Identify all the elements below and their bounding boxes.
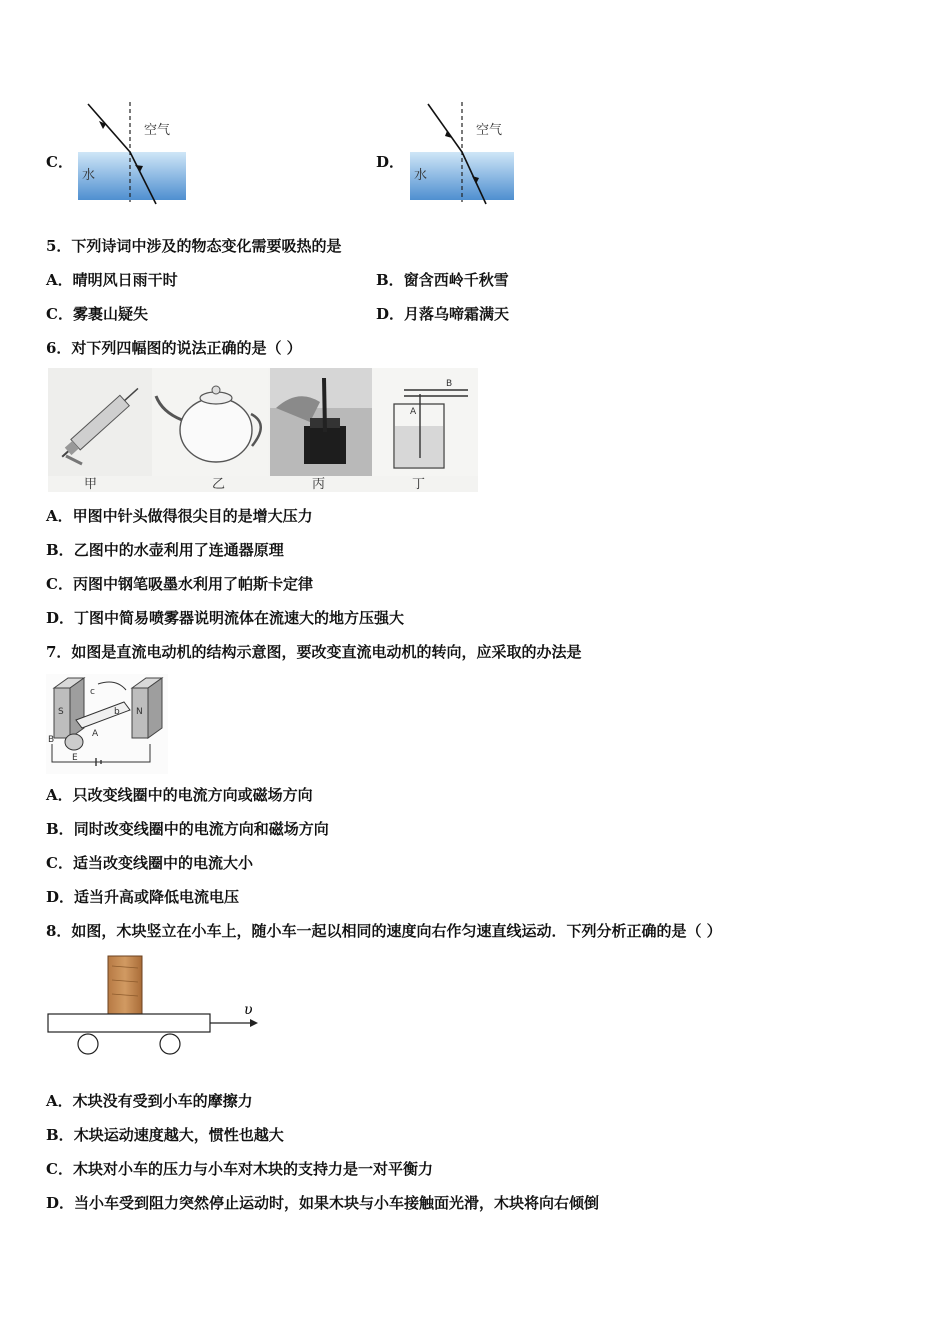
- incident-ray: [88, 104, 130, 152]
- option-text: 窗含西岭千秋雪: [403, 271, 509, 289]
- option-text: 同时改变线圈中的电流方向和磁场方向: [73, 820, 329, 838]
- cart-wheel: [78, 1034, 98, 1054]
- caption-bing: 丙: [312, 477, 326, 492]
- option-text: 适当升高或降低电流电压: [74, 888, 240, 906]
- option-text: 乙图中的水壶利用了连通器原理: [73, 541, 284, 559]
- option-letter: D．: [46, 1194, 75, 1212]
- water-label: 水: [82, 168, 96, 183]
- svg-text:A: A: [92, 729, 99, 739]
- q5-option-d[interactable]: [376, 304, 509, 324]
- q6-option-c[interactable]: [46, 574, 313, 594]
- svg-text:B: B: [48, 735, 55, 745]
- q4-option-d-letter: D．: [376, 153, 405, 171]
- pen-ink-picture: [270, 368, 372, 476]
- syringe-picture: [48, 368, 152, 476]
- svg-text:B: B: [446, 379, 453, 389]
- q8-option-d[interactable]: [46, 1193, 599, 1213]
- q5-option-a[interactable]: [46, 270, 178, 290]
- option-letter: D．: [46, 888, 75, 906]
- option-letter: C．: [46, 305, 73, 323]
- q8-option-c[interactable]: [46, 1159, 433, 1179]
- air-label: 空气: [144, 123, 171, 138]
- svg-text:b: b: [114, 707, 120, 717]
- q4-option-d-figure: [400, 100, 525, 210]
- option-text: 木块没有受到小车的摩擦力: [72, 1092, 253, 1110]
- option-letter: A．: [46, 507, 73, 525]
- air-label: 空气: [476, 123, 503, 138]
- option-text: 当小车受到阻力突然停止运动时，如果木块与小车接触面光滑，木块将向右倾倒: [74, 1194, 600, 1212]
- option-letter: B．: [46, 541, 74, 559]
- q7-option-c[interactable]: [46, 853, 253, 873]
- option-text: 甲图中针头做得很尖目的是增大压力: [72, 507, 313, 525]
- q7-option-a[interactable]: [46, 785, 313, 805]
- q7-option-d[interactable]: [46, 887, 239, 907]
- option-letter: A．: [46, 1092, 73, 1110]
- q8-option-b[interactable]: [46, 1125, 284, 1145]
- q8-stem: 8．如图，木块竖立在小车上，随小车一起以相同的速度向右作匀速直线运动．下列分析正确的是（ ）: [46, 922, 722, 940]
- q6-four-pictures: [48, 368, 478, 492]
- caption-jia: 甲: [84, 477, 98, 492]
- q8-option-a[interactable]: [46, 1091, 253, 1111]
- q6-stem: 6．对下列四幅图的说法正确的是（ ）: [46, 339, 302, 357]
- svg-text:E: E: [72, 753, 78, 763]
- option-text: 丙图中钢笔吸墨水利用了帕斯卡定律: [72, 575, 313, 593]
- option-text: 丁图中简易喷雾器说明流体在流速大的地方压强大: [74, 609, 405, 627]
- q5-stem: 5．下列诗词中涉及的物态变化需要吸热的是: [46, 237, 342, 255]
- svg-text:S: S: [58, 707, 64, 717]
- water-label: 水: [414, 168, 428, 183]
- cart-wheel: [160, 1034, 180, 1054]
- q7-option-b[interactable]: [46, 819, 329, 839]
- option-text: 只改变线圈中的电流方向或磁场方向: [72, 786, 313, 804]
- option-text: 木块对小车的压力与小车对木块的支持力是一对平衡力: [72, 1160, 433, 1178]
- q6-option-b[interactable]: [46, 540, 284, 560]
- option-letter: A．: [46, 271, 73, 289]
- caption-yi: 乙: [212, 477, 226, 492]
- caption-ding: 丁: [412, 477, 426, 492]
- atomizer-picture: [372, 368, 478, 476]
- velocity-label: υ: [244, 1002, 253, 1018]
- q5-option-c[interactable]: [46, 304, 148, 324]
- option-letter: C．: [46, 1160, 73, 1178]
- option-letter: D．: [376, 305, 405, 323]
- svg-text:A: A: [410, 407, 417, 417]
- wood-block: [108, 956, 142, 1014]
- option-text: 晴明风日雨干时: [72, 271, 178, 289]
- q6-option-d[interactable]: [46, 608, 404, 628]
- q7-motor-figure: [46, 674, 168, 774]
- svg-text:c: c: [90, 687, 95, 697]
- option-text: 适当改变线圈中的电流大小: [72, 854, 253, 872]
- option-text: 月落乌啼霜满天: [404, 305, 510, 323]
- option-letter: D．: [46, 609, 75, 627]
- option-letter: A．: [46, 786, 73, 804]
- option-letter: B．: [46, 820, 74, 838]
- option-text: 木块运动速度越大，惯性也越大: [73, 1126, 284, 1144]
- option-text: 雾裹山疑失: [72, 305, 148, 323]
- arrow-icon: [250, 1019, 258, 1027]
- q6-option-a[interactable]: [46, 506, 313, 526]
- option-letter: B．: [46, 1126, 74, 1144]
- q4-option-c-letter: C．: [46, 153, 73, 171]
- ray-in-air: [428, 104, 462, 152]
- option-letter: C．: [46, 854, 73, 872]
- option-letter: C．: [46, 575, 73, 593]
- option-letter: B．: [376, 271, 404, 289]
- q7-stem: 7．如图是直流电动机的结构示意图，要改变直流电动机的转向，应采取的办法是: [46, 643, 582, 661]
- q5-option-b[interactable]: [376, 270, 509, 290]
- svg-text:N: N: [136, 707, 143, 717]
- kettle-picture: [152, 368, 268, 476]
- cart-body: [48, 1014, 210, 1032]
- q4-option-c-figure: [70, 100, 195, 210]
- q8-cart-figure: [46, 952, 266, 1062]
